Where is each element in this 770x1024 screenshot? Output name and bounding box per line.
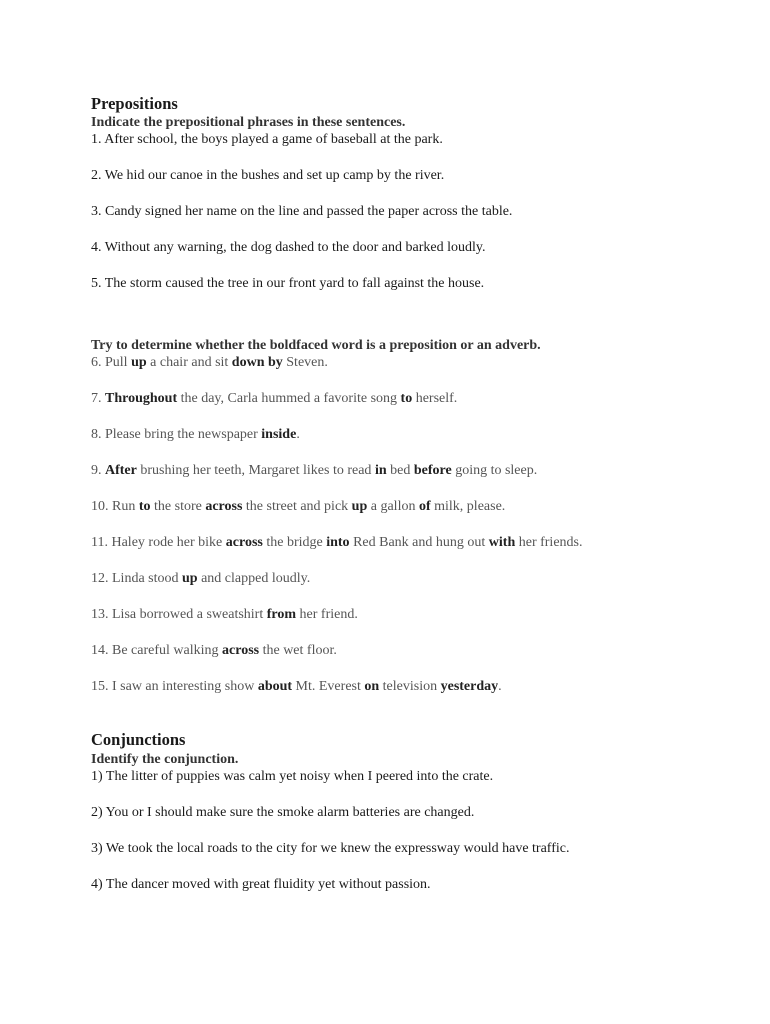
sentence-text: 7. [91, 391, 105, 406]
prepositions-heading: Prepositions [91, 94, 178, 113]
list-item [91, 642, 731, 660]
sentence-text: Steven. [282, 355, 328, 370]
list-item [91, 131, 731, 149]
bold-word: across [222, 643, 260, 658]
bold-word: before [413, 463, 452, 478]
prepositions-section [91, 94, 731, 293]
sentence-text: the store [150, 499, 206, 514]
list-item [91, 606, 731, 624]
sentence-text: . [296, 427, 300, 442]
conjunctions-list [91, 768, 731, 894]
conjunctions-heading: Conjunctions [91, 730, 186, 749]
bold-word: into [326, 535, 350, 550]
list-item [91, 462, 731, 480]
bold-word: to [400, 391, 413, 406]
sentence-text: 5. The storm caused the tree in our front yard to fall against the house. [91, 276, 485, 291]
sentence-text: 1) The litter of puppies was calm yet noisy when I peered into the crate. [91, 769, 494, 784]
bold-word: After [105, 463, 137, 478]
list-item [91, 167, 731, 185]
list-item [91, 275, 731, 293]
boldface-list [91, 354, 731, 696]
sentence-text: . [498, 679, 502, 694]
sentence-text: 2. We hid our canoe in the bushes and set up camp by the river. [91, 168, 445, 183]
bold-word: on [364, 679, 380, 694]
bold-word: yesterday [440, 679, 499, 694]
sentence-text: 12. Linda stood [91, 571, 182, 586]
list-item [91, 768, 731, 786]
sentence-text: her friend. [296, 607, 358, 622]
bold-word: up [131, 355, 147, 370]
list-item [91, 570, 731, 588]
list-item [91, 390, 731, 408]
bold-word: of [418, 499, 431, 514]
list-item [91, 840, 731, 858]
sentence-text: brushing her teeth, Margaret likes to read [136, 463, 375, 478]
sentence-text: 6. Pull [91, 355, 132, 370]
sentence-text: 2) You or I should make sure the smoke alarm batteries are changed. [91, 805, 475, 820]
bold-word: down by [231, 355, 283, 370]
sentence-text: herself. [412, 391, 458, 406]
sentence-text: the wet floor. [259, 643, 337, 658]
sentence-text: 11. Haley rode her bike [91, 535, 226, 550]
sentence-text: bed [386, 463, 414, 478]
sentence-text: 4) The dancer moved with great fluidity yet without passion. [91, 877, 431, 892]
sentence-text: 9. [91, 463, 105, 478]
sentence-text: 4. Without any warning, the dog dashed to the door and barked loudly. [91, 240, 486, 255]
bold-word: across [225, 535, 263, 550]
conjunctions-section [91, 730, 731, 894]
list-item [91, 876, 731, 894]
sentence-text: 8. Please bring the newspaper [91, 427, 262, 442]
list-item [91, 534, 731, 552]
sentence-text: 10. Run [91, 499, 139, 514]
bold-word: up [182, 571, 198, 586]
bold-word: up [351, 499, 368, 514]
sentence-text: 1. After school, the boys played a game of baseball at the park. [91, 132, 443, 147]
bold-word: in [374, 463, 387, 478]
sentence-text: her friends. [515, 535, 583, 550]
sentence-text: the street and pick [242, 499, 352, 514]
sentence-text: 3) We took the local roads to the city for we knew the expressway would have traffic. [91, 841, 570, 856]
bold-word: with [488, 535, 516, 550]
bold-word: to [138, 499, 151, 514]
prepositions-instruction: Indicate the prepositional phrases in these sentences. [91, 115, 406, 130]
sentence-text: and clapped loudly. [197, 571, 311, 586]
sentence-text: 3. Candy signed her name on the line and passed the paper across the table. [91, 204, 513, 219]
sentence-text: Red Bank and hung out [349, 535, 489, 550]
list-item [91, 354, 731, 372]
sentence-text: a gallon [367, 499, 419, 514]
sentence-text: milk, please. [430, 499, 506, 514]
bold-word: Throughout [105, 391, 178, 406]
sentence-text: 15. I saw an interesting show [91, 679, 258, 694]
bold-word: inside [261, 427, 297, 442]
worksheet-page [91, 94, 731, 912]
sentence-text: Mt. Everest [292, 679, 365, 694]
sentence-text: going to sleep. [451, 463, 538, 478]
boldface-instruction: Try to determine whether the boldfaced word is a preposition or an adverb. [91, 338, 541, 353]
sentence-text: 14. Be careful walking [91, 643, 223, 658]
conjunctions-instruction: Identify the conjunction. [91, 752, 239, 767]
sentence-text: the day, Carla hummed a favorite song [177, 391, 401, 406]
prepositions-list [91, 131, 731, 293]
sentence-text: the bridge [262, 535, 327, 550]
sentence-text: a chair and sit [146, 355, 232, 370]
list-item [91, 498, 731, 516]
list-item [91, 678, 731, 696]
boldface-section [91, 337, 731, 696]
list-item [91, 239, 731, 257]
list-item [91, 426, 731, 444]
sentence-text: 13. Lisa borrowed a sweatshirt [91, 607, 267, 622]
list-item [91, 203, 731, 221]
bold-word: across [205, 499, 243, 514]
sentence-text: television [379, 679, 441, 694]
bold-word: about [257, 679, 293, 694]
list-item [91, 804, 731, 822]
bold-word: from [266, 607, 297, 622]
